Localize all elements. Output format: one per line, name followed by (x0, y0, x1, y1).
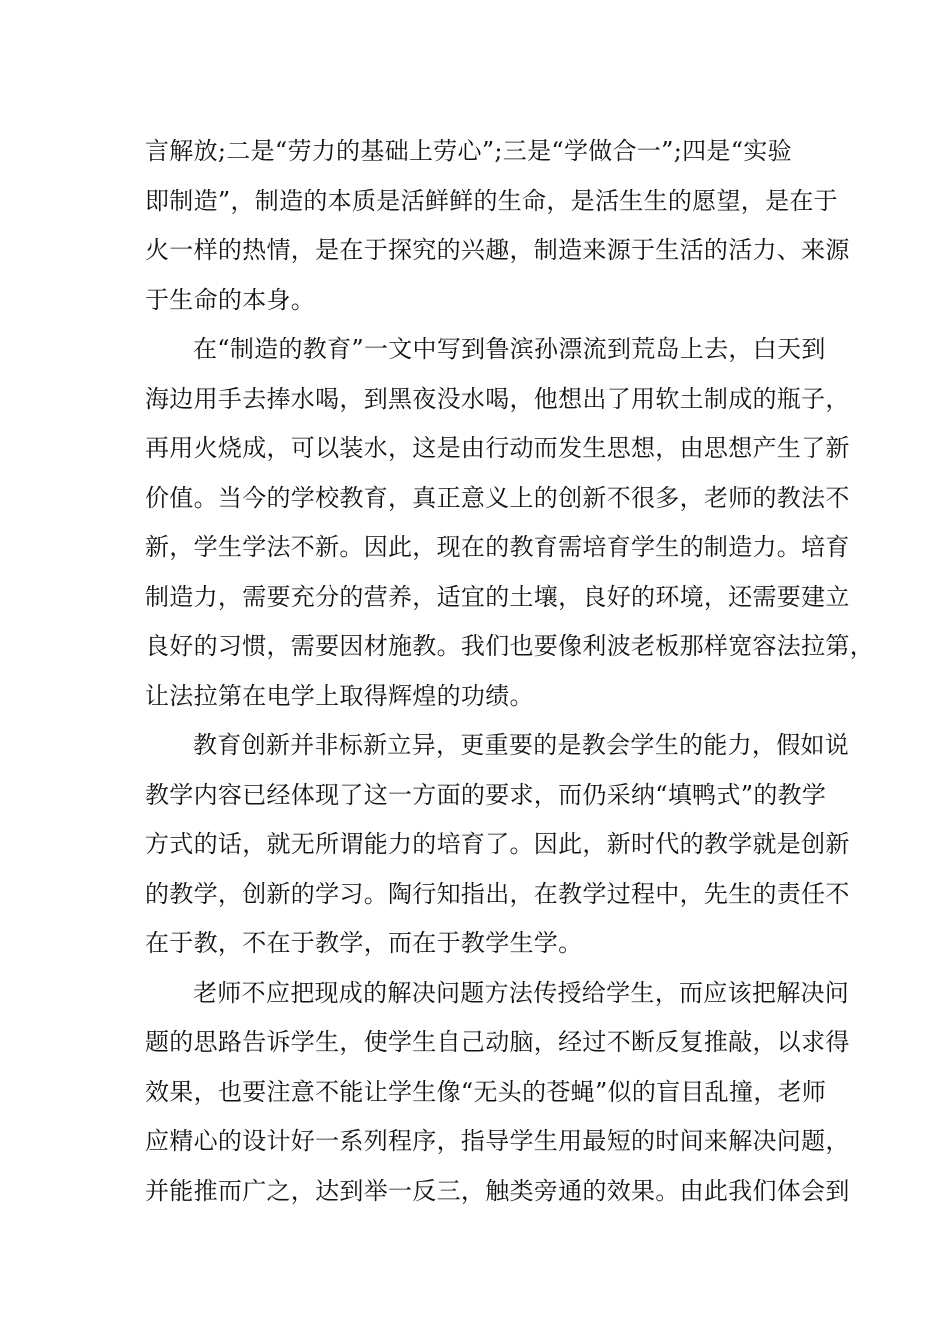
text-line: 在于教，不在于教学，而在于教学生学。 (145, 929, 583, 957)
text-line: 的教学，创新的学习。陶行知指出，在教学过程中，先生的责任不 (145, 879, 850, 908)
text-line: 良好的习惯，需要因材施教。我们也要像利波老板那样宽容法拉第， (145, 632, 874, 660)
text-line: 海边用手去捧水喝，到黑夜没水喝，他想出了用软土制成的瓶子， (145, 384, 850, 413)
text-line: 效果，也要注意不能让学生像“无头的苍蝇”似的盲目乱撞，老师 (145, 1077, 827, 1106)
text-line: 教学内容已经体现了这一方面的要求，而仍采纳“填鸭式”的教学 (145, 780, 827, 809)
text-line: 题的思路告诉学生，使学生自己动脑，经过不断反复推敲，以求得 (145, 1028, 850, 1056)
text-line: 制造力，需要充分的营养，适宜的土壤，良好的环境，还需要建立 (145, 582, 850, 611)
document-body (145, 127, 874, 1216)
text-line: 于生命的本身。 (145, 285, 316, 314)
text-line: 火一样的热情，是在于探究的兴趣，制造来源于生活的活力、来源 (145, 236, 850, 264)
text-line: 应精心的设计好一系列程序，指导学生用最短的时间来解决问题， (145, 1127, 850, 1155)
paragraph-3 (145, 721, 850, 969)
paragraph-4 (145, 969, 850, 1217)
text-line: 价值。当今的学校教育，真正意义上的创新不很多，老师的教法不 (145, 483, 850, 512)
text-line: 老师不应把现成的解决问题方法传授给学生，而应该把解决问 (193, 978, 850, 1007)
text-line: 在“制造的教育”一文中写到鲁滨孙漂流到荒岛上去，白天到 (193, 335, 826, 363)
paragraph-1 (145, 127, 850, 325)
paragraph-2 (145, 325, 874, 721)
text-line: 并能推而广之，达到举一反三，触类旁通的效果。由此我们体会到 (145, 1176, 850, 1205)
text-line: 新，学生学法不新。因此，现在的教育需培育学生的制造力。培育 (145, 533, 850, 561)
text-line: 让法拉第在电学上取得辉煌的功绩。 (145, 681, 534, 710)
text-line: 再用火烧成，可以装水，这是由行动而发生思想，由思想产生了新 (145, 434, 850, 462)
text-line: 教育创新并非标新立异，更重要的是教会学生的能力，假如说 (193, 731, 850, 759)
text-line: 言解放;二是“劳力的基础上劳心”;三是“学做合一”;四是“实验 (145, 137, 792, 165)
text-line: 方式的话，就无所谓能力的培育了。因此，新时代的教学就是创新 (145, 830, 850, 858)
text-line: 即制造”，制造的本质是活鲜鲜的生命，是活生生的愿望，是在于 (145, 186, 838, 215)
